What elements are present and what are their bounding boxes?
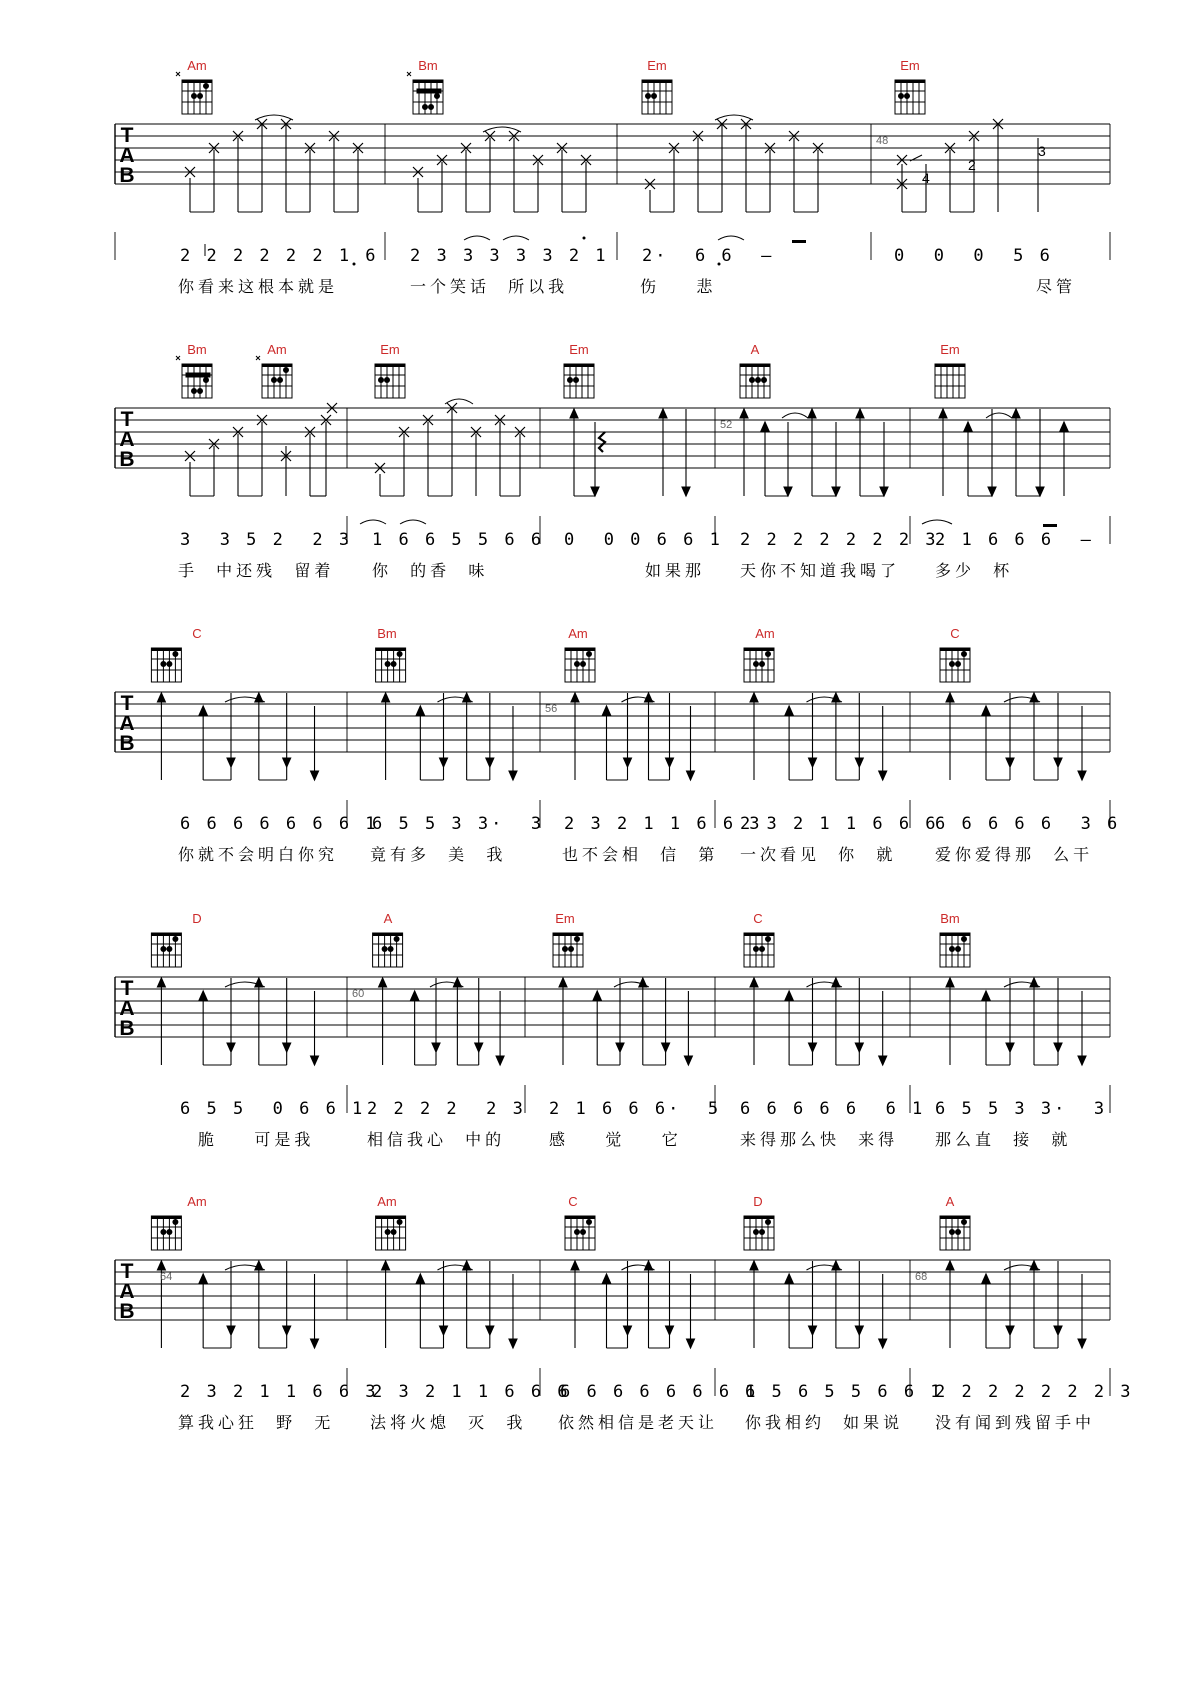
fret-number: 4 (922, 170, 930, 186)
measure-number: 64 (160, 1271, 173, 1283)
notation-measure: 2 2 2 2 2 2 1 6 (180, 246, 379, 266)
chord-name: A (383, 911, 393, 926)
tab-system-5 (0, 1188, 1200, 1432)
strum-arrows (750, 978, 887, 1065)
lyric-line: 脆 可是我 (198, 1130, 315, 1149)
chord-diagram (376, 1216, 406, 1250)
chord-name: Am (568, 626, 588, 641)
chord-diagram (151, 933, 181, 967)
lyric-line: 没有闻到残留手中 (935, 1413, 1096, 1432)
tab-x-marks (185, 119, 1003, 189)
tab-system-2 (0, 336, 1200, 580)
measure-number: 56 (545, 703, 558, 715)
chord-diagram (744, 648, 774, 682)
notation-measure: 6 6 6 6 6 6 6 1 (180, 814, 379, 834)
chord-name: Em (900, 58, 920, 73)
chord-diagram (373, 933, 403, 967)
tab-clef: T A B (119, 124, 135, 187)
lyric-line: 天你不知道我喝了 (740, 561, 901, 580)
lyric-line: 手 中还残 留着 (178, 561, 335, 580)
chord-name: Am (267, 342, 287, 357)
chord-diagram (940, 933, 970, 967)
chord-name: C (950, 626, 960, 641)
tab-clef: T A B (119, 977, 135, 1040)
notation-measure: 2 3 2 1 1 6 6 3 (180, 1382, 379, 1402)
notation-measure: 6 6 6 6 6 6 1 (740, 1099, 926, 1119)
tab-clef: T A B (119, 1260, 135, 1323)
strum-arrows (750, 693, 887, 780)
lyric-line: 一个笑话 所以我 (410, 277, 569, 296)
notation-measure: 2 3 2 1 1 6 6 6 (740, 814, 939, 834)
strum-arrows (571, 693, 695, 780)
lyric-line: 一次看见 你 就 (740, 845, 897, 864)
lyric-line: 来得那么快 来得 (740, 1130, 899, 1149)
lyric-line: 伤 悲 (640, 277, 717, 296)
measure-number: 68 (915, 1271, 928, 1283)
strum-arrows (946, 693, 1086, 780)
notation-measure: 2 1 6 6 6· 5 (549, 1099, 722, 1119)
lyric-line: 相信我心 中的 (367, 1130, 506, 1149)
chord-name: A (750, 342, 760, 357)
chord-diagrams (176, 356, 965, 398)
lyric-line: 爱你爱得那 么干 (935, 845, 1094, 864)
chord-diagram (553, 933, 583, 967)
chord-diagram (151, 648, 181, 682)
lyric-line: 你 的香 味 (372, 561, 489, 580)
fret-number: 3 (1038, 143, 1046, 159)
chord-name: C (568, 1194, 578, 1209)
measure-number: 52 (720, 419, 733, 431)
notation-measure: 2 2 2 2 2 2 2 3 (740, 530, 939, 550)
notation-measure: 6 6 6 6 6 6 6 1 (560, 1382, 759, 1402)
strum-arrows (559, 978, 692, 1065)
chord-diagram (744, 1216, 774, 1250)
tab-system-3 (0, 620, 1200, 864)
lyric-line: 竟有多 美 我 (370, 845, 507, 864)
strum-arrows (157, 1261, 318, 1348)
chord-name: Bm (940, 911, 960, 926)
strum-arrows (157, 693, 318, 780)
tab-system-1 (0, 52, 1200, 296)
notation-measure: 0 0 0 6 6 1 (564, 530, 723, 550)
chord-name: Am (377, 1194, 397, 1209)
lyric-line: 算我心狂 野 无 (178, 1413, 335, 1432)
lyric-line: 也不会相 信 第 (562, 845, 719, 864)
chord-name: Bm (418, 58, 438, 73)
notation-measure: 2 3 3 3 3 3 2 1 (410, 246, 609, 266)
lyric-line: 你就不会明白你究 (178, 845, 339, 864)
chord-name: Em (555, 911, 575, 926)
chord-name: Em (940, 342, 960, 357)
lyric-line: 依然相信是老天让 (558, 1413, 719, 1432)
chord-name: C (192, 626, 202, 641)
chord-name: A (945, 1194, 955, 1209)
chord-diagram (151, 1216, 181, 1250)
chord-diagrams (176, 72, 925, 114)
notation-measure: 6 6 6 6 6 3 6 (935, 814, 1121, 834)
lyric-line: 尽管 (1036, 277, 1077, 296)
chord-name: Bm (377, 626, 397, 641)
strum-arrows (382, 693, 517, 780)
strum-arrows (946, 978, 1086, 1065)
chord-name: Em (569, 342, 589, 357)
notation-measure: 6 5 5 0 6 6 1 (180, 1099, 366, 1119)
measure-number: 60 (352, 988, 365, 1000)
notation-measure: 2· 6 6 – (642, 246, 775, 266)
strum-arrows (157, 978, 318, 1065)
notation-measure: 2 2 2 2 2 2 2 3 (935, 1382, 1134, 1402)
tab-clef: T A B (119, 692, 135, 755)
notation-measure: 6 5 6 5 5 6 6 1 (745, 1382, 944, 1402)
notation-measure: 2 3 2 1 1 6 6 6 (372, 1382, 571, 1402)
notation-measure: 0 0 0 5 6 (894, 246, 1053, 266)
strum-arrows (571, 1261, 695, 1348)
notation-measure: 6 5 5 3 3· 3 (372, 814, 545, 834)
strum-arrows (750, 1261, 887, 1348)
notation-measure: 6 5 5 3 3· 3 (935, 1099, 1108, 1119)
strum-arrows (382, 1261, 517, 1348)
chord-name: Am (187, 58, 207, 73)
tab-system-4 (0, 905, 1200, 1149)
lyric-line: 你看来这根本就是 (178, 277, 339, 296)
chord-name: Em (380, 342, 400, 357)
strum-arrows (946, 1261, 1086, 1348)
notation-measure: 1 6 6 5 5 6 6 (372, 530, 545, 550)
notation-measure: 2 2 2 2 2 3 (367, 1099, 526, 1119)
chord-name: Am (187, 1194, 207, 1209)
chord-name: C (753, 911, 763, 926)
lyric-line: 如果那 (645, 561, 706, 580)
chord-name: D (192, 911, 202, 926)
chord-diagram (565, 1216, 595, 1250)
chord-diagram (744, 933, 774, 967)
chord-diagram (940, 1216, 970, 1250)
measure-number: 48 (876, 135, 889, 147)
tab-clef: T A B (119, 408, 135, 471)
lyric-line: 你我相约 如果说 (745, 1413, 904, 1432)
strum-arrows (379, 978, 504, 1065)
lyric-line: 那么直 接 就 (935, 1130, 1072, 1149)
lyric-line: 多少 杯 (935, 561, 1014, 580)
notation-measure: 2 3 2 1 1 6 6 3 (564, 814, 763, 834)
chord-diagram (376, 648, 406, 682)
lyric-line: 法将火熄 灭 我 (370, 1413, 527, 1432)
chord-name: Em (647, 58, 667, 73)
chord-diagram (940, 648, 970, 682)
fret-number: 2 (968, 157, 976, 173)
chord-name: D (753, 1194, 763, 1209)
lyric-line: 感 觉 它 (549, 1130, 682, 1149)
notation-measure: 2 1 6 6 6 – (935, 530, 1094, 550)
chord-diagram (565, 648, 595, 682)
notation-measure: 3 3 5 2 2 3 (180, 530, 353, 550)
chord-name: Bm (187, 342, 207, 357)
chord-name: Am (755, 626, 775, 641)
